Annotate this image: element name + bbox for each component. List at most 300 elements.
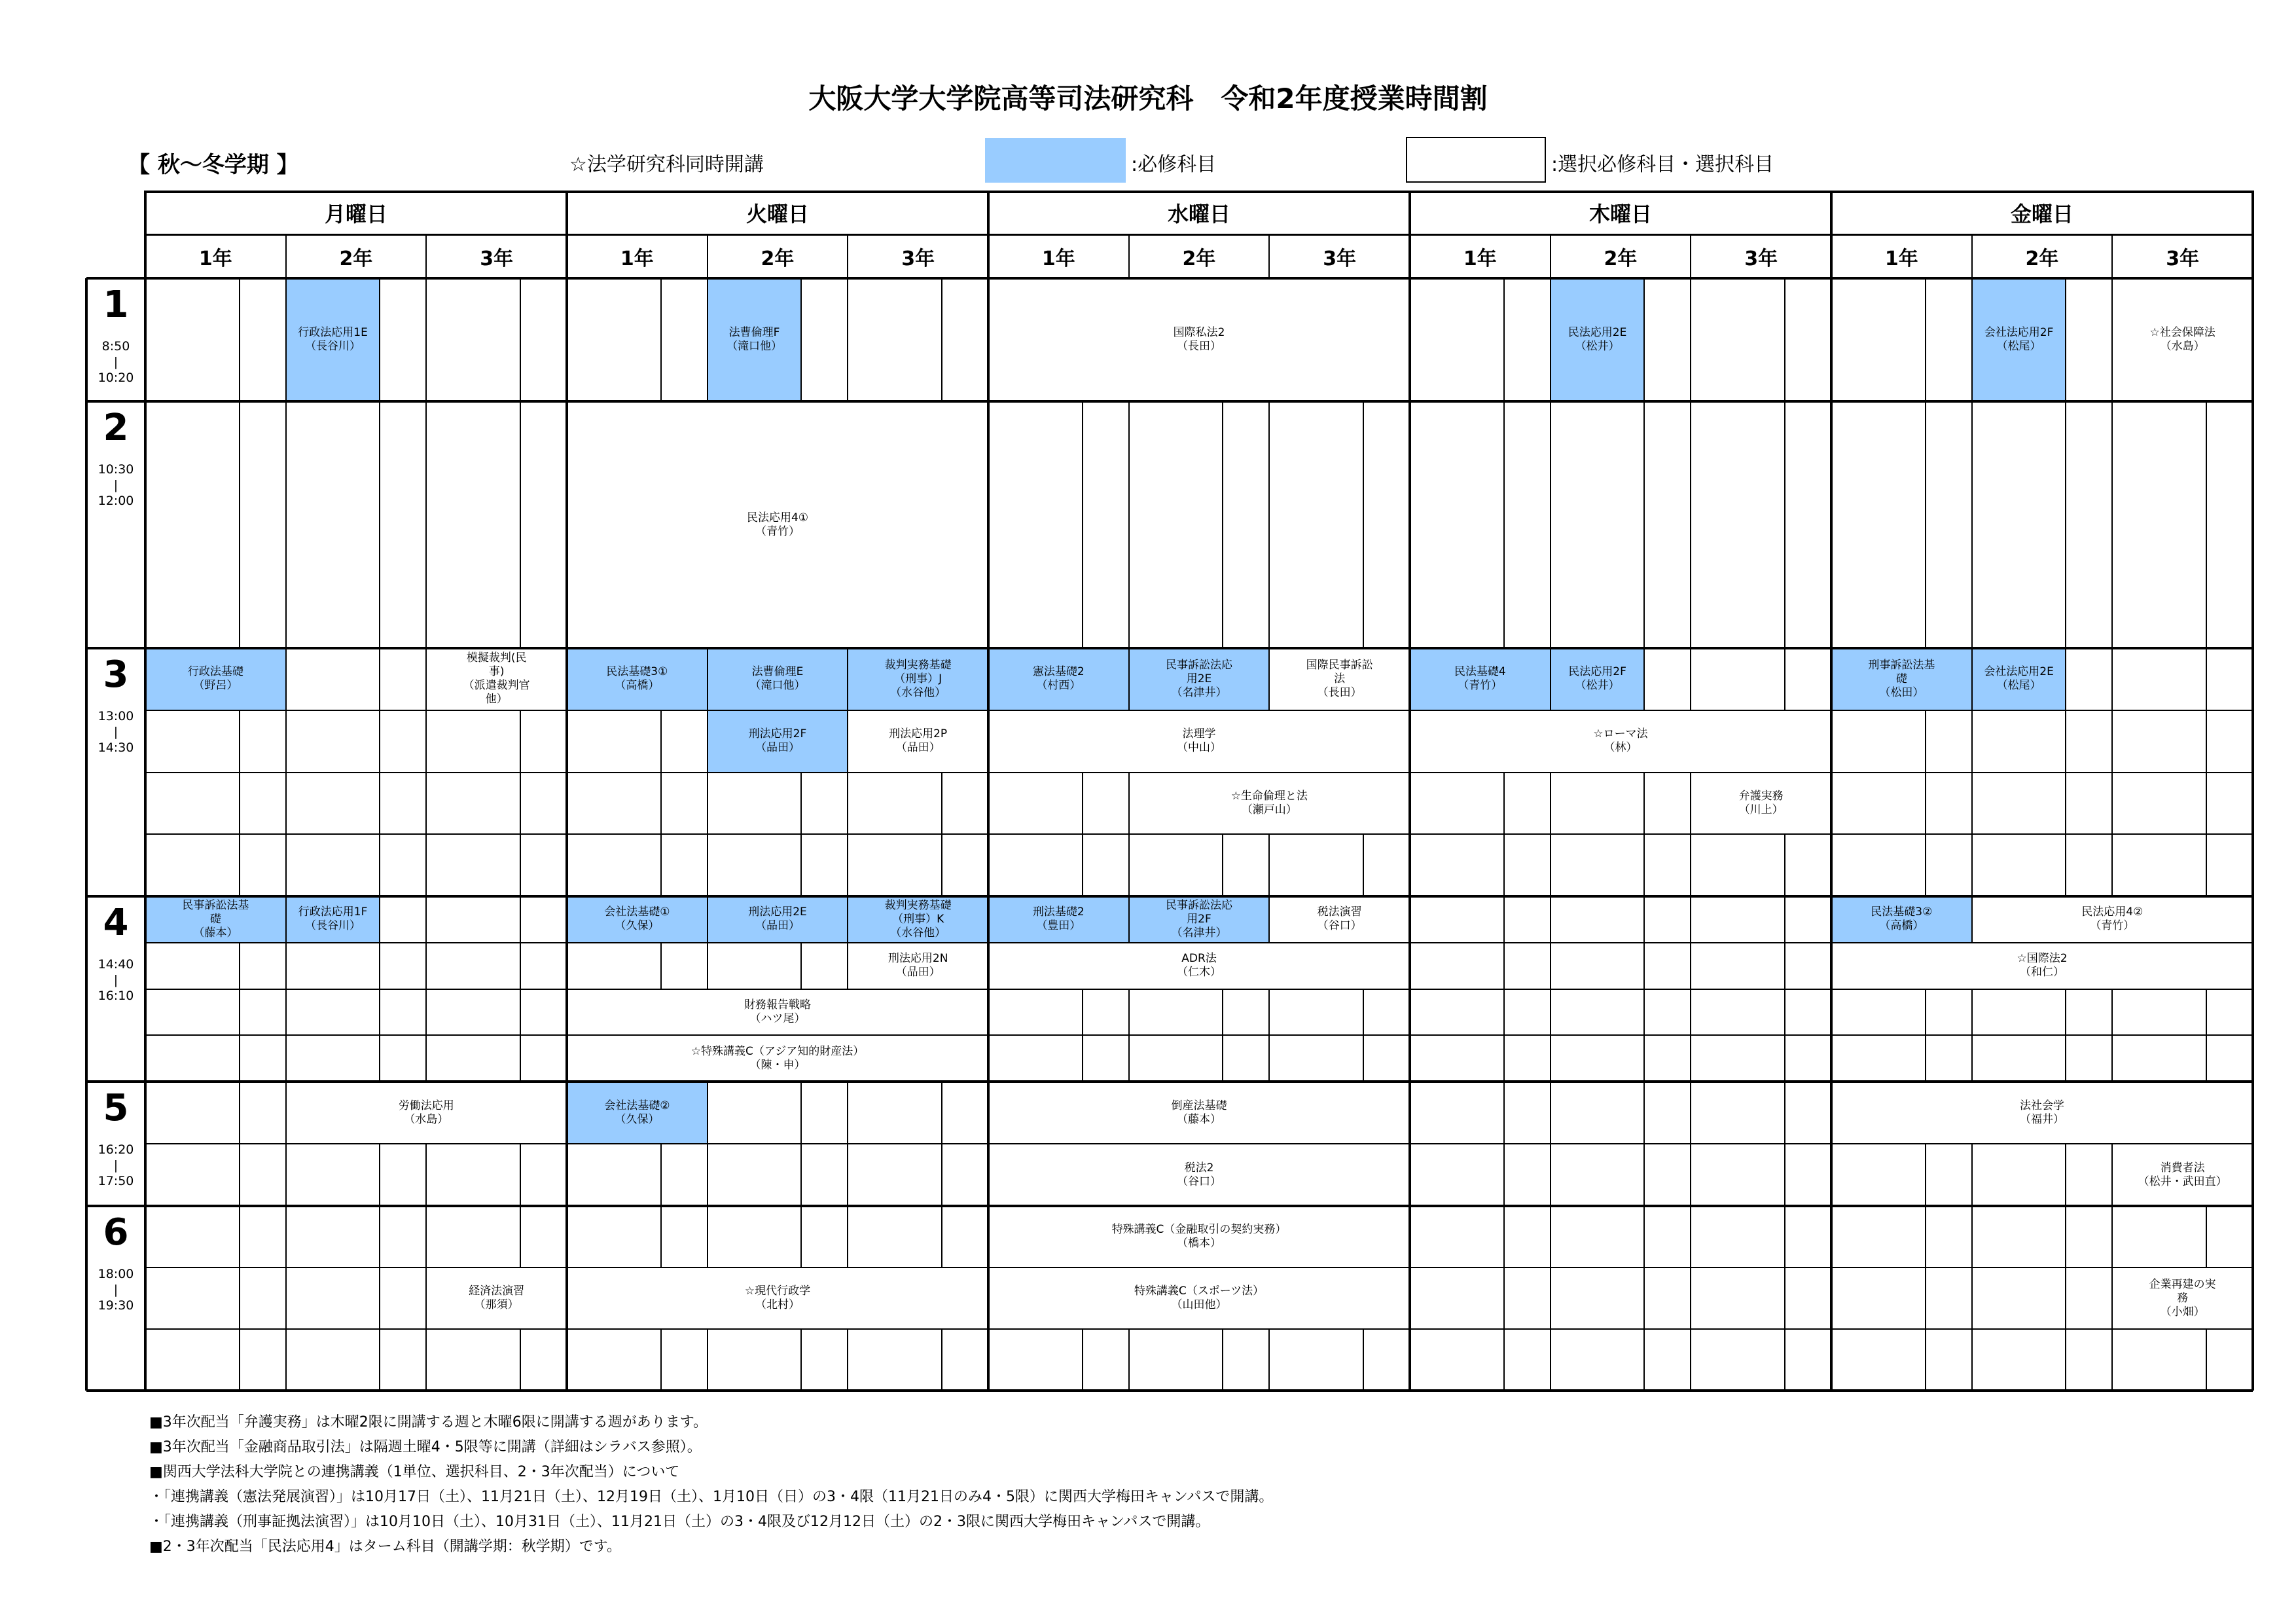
column-line bbox=[2206, 1329, 2207, 1391]
column-line bbox=[1503, 896, 1505, 943]
period-line bbox=[86, 1389, 2253, 1392]
course-cell[interactable]: 会社法基礎② （久保） bbox=[604, 1099, 670, 1126]
period-number: 1 bbox=[103, 283, 129, 326]
course-cell[interactable]: 行政法応用1F （長谷川） bbox=[298, 905, 368, 933]
period-time: 14:40 | 16:10 bbox=[98, 957, 134, 1003]
column-line bbox=[239, 989, 240, 1036]
column-line bbox=[1550, 834, 1551, 896]
column-line bbox=[1268, 834, 1270, 896]
course-cell[interactable]: 税法演習 （谷口） bbox=[1317, 905, 1362, 933]
column-line bbox=[941, 278, 942, 401]
column-line bbox=[1503, 278, 1505, 401]
period-time: 13:00 | 14:30 bbox=[98, 709, 134, 755]
column-line bbox=[2111, 710, 2113, 773]
column-line bbox=[520, 1329, 521, 1391]
course-cell[interactable]: ☆ローマ法 （林） bbox=[1593, 727, 1648, 755]
column-line bbox=[520, 1035, 521, 1082]
column-line bbox=[1971, 989, 1973, 1036]
column-line bbox=[1222, 989, 1223, 1036]
column-line bbox=[2065, 773, 2066, 835]
column-line bbox=[1925, 1206, 1926, 1267]
column-line bbox=[800, 1206, 802, 1267]
column-line bbox=[379, 943, 380, 989]
column-line bbox=[2065, 710, 2066, 773]
column-line bbox=[1082, 1035, 1083, 1082]
column-line bbox=[1550, 401, 1551, 648]
column-line bbox=[1784, 1144, 1785, 1206]
year-header: 3年 bbox=[901, 247, 935, 270]
column-line bbox=[1925, 989, 1926, 1036]
course-cell[interactable]: 労働法応用 （水島） bbox=[398, 1099, 454, 1126]
column-line bbox=[1503, 1035, 1505, 1082]
course-cell[interactable]: 裁判実務基礎 （刑事）K （水谷他） bbox=[884, 898, 952, 939]
column-line bbox=[379, 1035, 380, 1082]
column-line bbox=[941, 1144, 942, 1206]
column-line bbox=[660, 943, 662, 989]
period-time: 18:00 | 19:30 bbox=[98, 1267, 134, 1313]
course-cell[interactable]: 消費者法 （松井・武田直） bbox=[2138, 1161, 2227, 1188]
column-line bbox=[800, 773, 802, 835]
column-line bbox=[1550, 989, 1551, 1036]
column-line bbox=[2111, 648, 2113, 710]
column-line bbox=[1643, 401, 1645, 648]
column-line bbox=[2065, 989, 2066, 1036]
course-cell[interactable]: 弁護実務 （川上） bbox=[1738, 789, 1784, 816]
column-line bbox=[660, 710, 662, 773]
day-header: 木曜日 bbox=[1588, 201, 1652, 227]
day-header: 金曜日 bbox=[2010, 201, 2073, 227]
column-line bbox=[425, 989, 427, 1036]
column-line bbox=[1082, 1329, 1083, 1391]
course-cell[interactable]: 民法応用2E （松井） bbox=[1568, 326, 1627, 353]
column-line bbox=[239, 1206, 240, 1267]
column-line bbox=[941, 1206, 942, 1267]
column-line bbox=[2206, 989, 2207, 1036]
course-cell[interactable]: 税法2 （谷口） bbox=[1177, 1161, 1221, 1188]
column-line bbox=[707, 834, 708, 896]
course-cell[interactable]: 法曹倫理F （滝口他） bbox=[726, 326, 783, 353]
column-line bbox=[379, 773, 380, 835]
course-cell[interactable]: 民法基礎4 （青竹） bbox=[1454, 665, 1506, 693]
column-line bbox=[1784, 648, 1785, 710]
column-line bbox=[1690, 943, 1691, 989]
column-line bbox=[2206, 1206, 2207, 1267]
column-line bbox=[520, 773, 521, 835]
column-line bbox=[1503, 1329, 1505, 1391]
column-line bbox=[1925, 401, 1926, 648]
column-line bbox=[239, 1329, 240, 1391]
period-number: 6 bbox=[103, 1211, 129, 1254]
column-line bbox=[520, 989, 521, 1036]
column-line bbox=[1971, 710, 1973, 773]
course-cell[interactable]: 裁判実務基礎 （刑事）J （水谷他） bbox=[884, 658, 952, 699]
column-line bbox=[239, 1035, 240, 1082]
column-line bbox=[1128, 834, 1130, 896]
note-line: ■3年次配当「金融商品取引法」は隔週土曜4・5限等に開講（詳細はシラバス参照）。 bbox=[149, 1439, 702, 1455]
column-line bbox=[941, 1082, 942, 1144]
column-line bbox=[1128, 401, 1130, 648]
column-line bbox=[425, 278, 427, 401]
column-line bbox=[425, 1206, 427, 1267]
column-line bbox=[660, 834, 662, 896]
column-line bbox=[1503, 401, 1505, 648]
column-line bbox=[520, 1144, 521, 1206]
column-line bbox=[1690, 1267, 1691, 1329]
column-line bbox=[1690, 896, 1691, 943]
year-header: 2年 bbox=[1182, 247, 1216, 270]
column-line bbox=[425, 1035, 427, 1082]
course-cell[interactable]: 会社法基礎① （久保） bbox=[604, 905, 670, 933]
column-line bbox=[660, 1144, 662, 1206]
column-line bbox=[1503, 943, 1505, 989]
column-line bbox=[1971, 1329, 1973, 1391]
column-line bbox=[1971, 773, 1973, 835]
column-line bbox=[1643, 1329, 1645, 1391]
column-line bbox=[847, 1144, 848, 1206]
column-line bbox=[1784, 1035, 1785, 1082]
column-line bbox=[1643, 1267, 1645, 1329]
column-line bbox=[2065, 1267, 2066, 1329]
semester-label: 【 秋～冬学期 】 bbox=[128, 152, 299, 178]
column-line bbox=[1784, 896, 1785, 943]
column-line bbox=[1971, 1267, 1973, 1329]
column-line bbox=[1784, 834, 1785, 896]
column-line bbox=[1784, 989, 1785, 1036]
day-header: 火曜日 bbox=[745, 201, 809, 227]
column-line bbox=[239, 834, 240, 896]
course-cell[interactable]: 刑法応用2N （品田） bbox=[888, 952, 948, 979]
course-cell[interactable]: 刑法基礎2 （豊田） bbox=[1032, 905, 1085, 933]
column-line bbox=[2111, 1329, 2113, 1391]
course-cell[interactable]: 会社法応用2E （松尾） bbox=[1984, 665, 2054, 693]
column-line bbox=[285, 401, 287, 648]
course-cell[interactable]: 行政法応用1E （長谷川） bbox=[298, 326, 368, 353]
column-line bbox=[800, 943, 802, 989]
column-line bbox=[1971, 1206, 1973, 1267]
column-line bbox=[379, 1329, 380, 1391]
note-line: ・「連携講義（刑事証拠法演習）」は10月10日（土）、10月31日（土）、11月21日（土）の3・4限及び12月12日（土）の2・3限に関西大学梅田キャンパスで開講。 bbox=[149, 1514, 1210, 1530]
column-line bbox=[239, 1267, 240, 1329]
course-cell[interactable]: ☆社会保障法 （水島） bbox=[2149, 326, 2215, 353]
course-cell[interactable]: 法理学 （中山） bbox=[1177, 727, 1221, 755]
column-line bbox=[800, 1144, 802, 1206]
column-line bbox=[2206, 773, 2207, 835]
column-line bbox=[2111, 834, 2113, 896]
row-line bbox=[145, 1034, 2253, 1036]
period-number: 2 bbox=[103, 407, 129, 449]
course-cell[interactable]: ADR法 （仁木） bbox=[1177, 952, 1221, 979]
column-line bbox=[2206, 401, 2207, 648]
course-cell[interactable]: 経済法演習 （那須） bbox=[469, 1285, 525, 1311]
period-number: 3 bbox=[103, 653, 129, 696]
column-line bbox=[239, 943, 240, 989]
column-line bbox=[1503, 1082, 1505, 1144]
column-line bbox=[1690, 834, 1691, 896]
notes bbox=[149, 1410, 1273, 1559]
column-line bbox=[520, 834, 521, 896]
column-line bbox=[285, 710, 287, 773]
column-line bbox=[425, 834, 427, 896]
course-cell[interactable]: 民事訴訟法応 用2F （名津井） bbox=[1165, 898, 1232, 939]
column-line bbox=[1503, 1144, 1505, 1206]
course-cell[interactable]: 法曹倫理E （滝口他） bbox=[749, 665, 806, 693]
column-line bbox=[2065, 401, 2066, 648]
course-cell[interactable]: ☆国際法2 （和仁） bbox=[2017, 952, 2068, 979]
column-line bbox=[1082, 834, 1083, 896]
column-line bbox=[1363, 401, 1364, 648]
column-line bbox=[1690, 401, 1691, 648]
column-line bbox=[1690, 1144, 1691, 1206]
column-line bbox=[707, 1206, 708, 1267]
column-line bbox=[2111, 989, 2113, 1036]
column-line bbox=[1128, 989, 1130, 1036]
column-line bbox=[1363, 1035, 1364, 1082]
column-line bbox=[1363, 834, 1364, 896]
column-line bbox=[425, 710, 427, 773]
column-line bbox=[2065, 1206, 2066, 1267]
column-line bbox=[1643, 989, 1645, 1036]
course-cell[interactable]: 憲法基礎2 （村西） bbox=[1032, 665, 1085, 693]
column-line bbox=[1550, 1267, 1551, 1329]
column-line bbox=[1643, 1206, 1645, 1267]
course-cell[interactable]: 特殊講義C（スポーツ法） （山田他） bbox=[1134, 1285, 1265, 1311]
column-line bbox=[1784, 1329, 1785, 1391]
column-line bbox=[1784, 1267, 1785, 1329]
note-line: ■2・3年次配当「民法応用4」はターム科目（開講学期：秋学期）です。 bbox=[149, 1539, 622, 1555]
column-line bbox=[239, 278, 240, 401]
day-header: 月曜日 bbox=[324, 201, 387, 227]
period-number: 4 bbox=[103, 902, 129, 944]
column-line bbox=[800, 1082, 802, 1144]
period-time: 10:30 | 12:00 bbox=[98, 462, 134, 508]
page-title: 大阪大学大学院高等司法研究科 令和2年度授業時間割 bbox=[808, 82, 1488, 115]
column-line bbox=[800, 1329, 802, 1391]
course-cell[interactable]: 民法応用4② （青竹） bbox=[2081, 905, 2144, 933]
year-header: 3年 bbox=[1744, 247, 1778, 270]
column-line bbox=[1550, 1082, 1551, 1144]
year-header: 2年 bbox=[761, 247, 795, 270]
column-line bbox=[847, 1206, 848, 1267]
column-line bbox=[1550, 773, 1551, 835]
column-line bbox=[707, 943, 708, 989]
column-line bbox=[1925, 834, 1926, 896]
course-cell[interactable]: 刑事訴訟法基 礎 （松田） bbox=[1868, 658, 1935, 699]
course-cell[interactable]: 国際私法2 （長田） bbox=[1173, 326, 1225, 353]
column-line bbox=[285, 1144, 287, 1206]
course-cell[interactable]: ☆特殊講義C（アジア知的財産法） （陳・申） bbox=[691, 1044, 865, 1072]
column-line bbox=[1128, 1035, 1130, 1082]
column-line bbox=[379, 989, 380, 1036]
column-line bbox=[1503, 989, 1505, 1036]
column-line bbox=[1690, 278, 1691, 401]
course-cell[interactable]: 国際民事訴訟 法 （長田） bbox=[1306, 658, 1373, 699]
column-line bbox=[2111, 773, 2113, 835]
course-cell[interactable]: 民法基礎3② （高橋） bbox=[1871, 905, 1933, 933]
column-line bbox=[2065, 834, 2066, 896]
column-line bbox=[1503, 773, 1505, 835]
column-line bbox=[1784, 1206, 1785, 1267]
course-cell[interactable]: 民事訴訟法基 礎 （藤本） bbox=[182, 898, 249, 939]
course-cell[interactable]: ☆現代行政学 （北村） bbox=[744, 1285, 811, 1311]
legend-simultaneous: ☆法学研究科同時開講 bbox=[569, 153, 764, 176]
course-cell[interactable]: 財務報告戦略 （ハツ尾） bbox=[744, 998, 811, 1025]
year-header: 1年 bbox=[1884, 247, 1918, 270]
column-line bbox=[1925, 1035, 1926, 1082]
column-line bbox=[520, 710, 521, 773]
column-line bbox=[660, 1329, 662, 1391]
column-line bbox=[285, 943, 287, 989]
column-line bbox=[285, 989, 287, 1036]
column-line bbox=[1268, 401, 1270, 648]
note-line: ・「連携講義（憲法発展演習）」は10月17日（土）、11月21日（土）、12月19日（土）、1月10日（日）の3・4限（11月21日のみ4・5限）に関西大学梅田キャンパスで開講。 bbox=[149, 1489, 1274, 1505]
year-header: 1年 bbox=[1041, 247, 1075, 270]
column-line bbox=[1643, 834, 1645, 896]
year-header: 1年 bbox=[620, 247, 654, 270]
column-line bbox=[2065, 1144, 2066, 1206]
column-line bbox=[425, 773, 427, 835]
column-line bbox=[1971, 1144, 1973, 1206]
course-cell[interactable]: 模擬裁判(民 事) （派遣裁判官 他） bbox=[463, 651, 530, 706]
column-line bbox=[1784, 943, 1785, 989]
column-line bbox=[1363, 1329, 1364, 1391]
column-line bbox=[941, 1329, 942, 1391]
column-line bbox=[1222, 401, 1223, 648]
column-line bbox=[1222, 1035, 1223, 1082]
column-line bbox=[660, 278, 662, 401]
column-line bbox=[520, 401, 521, 648]
period-number: 5 bbox=[103, 1087, 129, 1129]
column-line bbox=[1550, 1035, 1551, 1082]
course-cell[interactable]: 民法応用2F （松井） bbox=[1568, 665, 1626, 693]
column-line bbox=[1503, 834, 1505, 896]
course-cell[interactable]: 企業再建の実 務 （小畑） bbox=[2149, 1277, 2216, 1319]
column-line bbox=[1550, 896, 1551, 943]
column-line bbox=[2206, 710, 2207, 773]
column-line bbox=[285, 1206, 287, 1267]
course-cell[interactable]: 民法基礎3① （高橋） bbox=[606, 665, 668, 693]
column-line bbox=[1222, 1329, 1223, 1391]
period-time: 8:50 | 10:20 bbox=[98, 339, 134, 385]
column-line bbox=[660, 773, 662, 835]
column-line bbox=[1550, 943, 1551, 989]
column-line bbox=[1128, 1329, 1130, 1391]
column-line bbox=[285, 1035, 287, 1082]
course-cell[interactable]: ☆生命倫理と法 （瀬戸山） bbox=[1230, 789, 1308, 816]
period-time: 16:20 | 17:50 bbox=[98, 1142, 134, 1188]
column-line bbox=[2065, 1035, 2066, 1082]
column-line bbox=[1690, 648, 1691, 710]
year-header: 3年 bbox=[1323, 247, 1357, 270]
course-cell[interactable]: 法社会学 （福井） bbox=[2020, 1099, 2064, 1126]
course-cell[interactable]: 民事訴訟法応 用2E （名津井） bbox=[1165, 658, 1232, 699]
column-line bbox=[1690, 1082, 1691, 1144]
course-cell[interactable]: 民法応用4① （青竹） bbox=[746, 511, 809, 538]
column-line bbox=[2206, 1035, 2207, 1082]
column-line bbox=[379, 710, 380, 773]
column-line bbox=[1082, 401, 1083, 648]
column-line bbox=[520, 278, 521, 401]
column-line bbox=[1690, 989, 1691, 1036]
column-line bbox=[379, 401, 380, 648]
column-line bbox=[1784, 401, 1785, 648]
column-line bbox=[239, 710, 240, 773]
legend-required-label: :必修科目 bbox=[1131, 153, 1217, 176]
column-line bbox=[520, 1206, 521, 1267]
column-line bbox=[379, 1206, 380, 1267]
note-line: ■3年次配当「弁護実務」は木曜2限に開講する週と木曜6限に開講する週があります。 bbox=[149, 1414, 708, 1431]
column-line bbox=[1268, 1329, 1270, 1391]
column-line bbox=[2065, 1329, 2066, 1391]
column-line bbox=[379, 648, 380, 710]
course-cell[interactable]: 会社法応用2F （松尾） bbox=[1984, 326, 2054, 353]
course-cell[interactable]: 刑法応用2F （品田） bbox=[748, 727, 807, 755]
column-line bbox=[2111, 1035, 2113, 1082]
column-line bbox=[1925, 710, 1926, 773]
column-line bbox=[379, 1144, 380, 1206]
course-cell[interactable]: 行政法基礎 （野呂） bbox=[187, 665, 243, 693]
column-line bbox=[1268, 1035, 1270, 1082]
column-line bbox=[379, 1267, 380, 1329]
year-header: 2年 bbox=[2025, 247, 2059, 270]
column-line bbox=[1082, 989, 1083, 1036]
day-header: 水曜日 bbox=[1167, 201, 1230, 227]
column-line bbox=[285, 1267, 287, 1329]
course-cell[interactable]: 刑法応用2P （品田） bbox=[889, 727, 948, 755]
note-line: ■関西大学法科大学院との連携講義（1単位、選択科目、2・3年次配当）について bbox=[149, 1464, 680, 1480]
column-line bbox=[379, 834, 380, 896]
column-line bbox=[425, 1144, 427, 1206]
column-line bbox=[1503, 1267, 1505, 1329]
column-line bbox=[285, 834, 287, 896]
column-line bbox=[1643, 896, 1645, 943]
column-line bbox=[1690, 1206, 1691, 1267]
column-line bbox=[1971, 1035, 1973, 1082]
column-line bbox=[1925, 278, 1926, 401]
column-line bbox=[2206, 834, 2207, 896]
column-line bbox=[707, 773, 708, 835]
column-line bbox=[1925, 1144, 1926, 1206]
column-line bbox=[1784, 1082, 1785, 1144]
column-line bbox=[1643, 773, 1645, 835]
column-line bbox=[1971, 834, 1973, 896]
column-line bbox=[1690, 1329, 1691, 1391]
column-line bbox=[239, 401, 240, 648]
column-line bbox=[2111, 1206, 2113, 1267]
column-line bbox=[520, 896, 521, 943]
column-line bbox=[707, 1144, 708, 1206]
column-line bbox=[1925, 773, 1926, 835]
year-header: 3年 bbox=[480, 247, 514, 270]
column-line bbox=[1643, 1035, 1645, 1082]
course-cell[interactable]: 特殊講義C（金融取引の契約実務） （橋本） bbox=[1111, 1223, 1287, 1250]
column-line bbox=[285, 773, 287, 835]
course-cell[interactable]: 刑法応用2E （品田） bbox=[748, 905, 807, 933]
column-line bbox=[425, 943, 427, 989]
year-header: 1年 bbox=[198, 247, 232, 270]
column-line bbox=[1784, 278, 1785, 401]
column-line bbox=[239, 1144, 240, 1206]
column-line bbox=[941, 773, 942, 835]
column-line bbox=[800, 834, 802, 896]
column-line bbox=[1503, 1206, 1505, 1267]
year-header: 3年 bbox=[2166, 247, 2200, 270]
column-line bbox=[941, 834, 942, 896]
column-line bbox=[239, 773, 240, 835]
course-cell[interactable]: 倒産法基礎 （藤本） bbox=[1171, 1099, 1227, 1126]
column-line bbox=[1690, 1035, 1691, 1082]
column-line bbox=[847, 773, 848, 835]
column-line bbox=[239, 1082, 240, 1144]
